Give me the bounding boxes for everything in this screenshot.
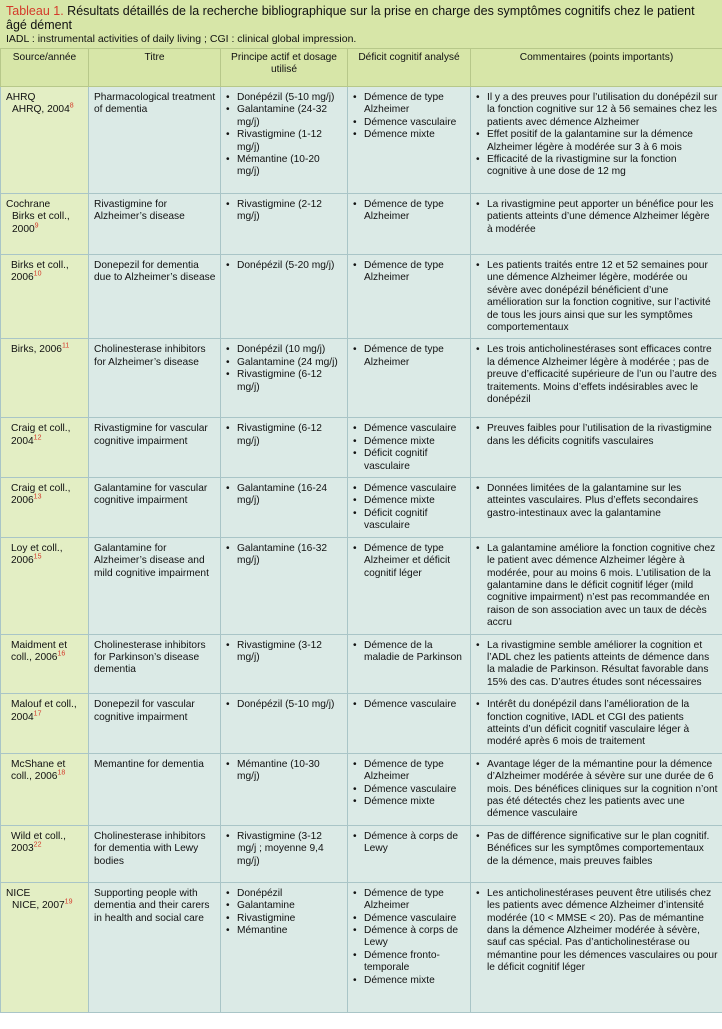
source-cell bbox=[1, 339, 89, 418]
deficit-item: • Démence de type Alzheimer bbox=[353, 759, 466, 784]
deficit-cell-list bbox=[353, 344, 466, 369]
source-text: Maidment et coll., 2006 bbox=[11, 639, 68, 663]
comment-cell bbox=[471, 882, 722, 1012]
deficit-cell-list bbox=[353, 759, 466, 809]
source-text: Birks, 2006 bbox=[11, 344, 62, 356]
drug-cell bbox=[221, 87, 348, 194]
reference-number: 22 bbox=[33, 841, 42, 849]
deficit-item: • Démence vasculaire bbox=[353, 423, 466, 435]
comment-item: • La galantamine améliore la fonction cognitive chez le patient avec démence Alzheimer légère à modérée, pour au moins 6 mois. L’utilisation de la galantamine dans le déficit cognitif léger (mild cognitive impairment) n’est pas recommandée en raison de son association avec un taux de décès accru bbox=[476, 543, 718, 630]
deficit-item: • Démence à corps de Lewy bbox=[353, 831, 466, 856]
title-cell: Pharmacological treatment of dementia bbox=[89, 87, 221, 194]
source-cell bbox=[1, 694, 89, 754]
caption-title-line bbox=[6, 4, 716, 32]
deficit-cell bbox=[348, 825, 471, 882]
table-header-row bbox=[1, 49, 722, 87]
deficit-cell bbox=[348, 882, 471, 1012]
drug-cell-list bbox=[226, 260, 343, 272]
drug-cell-list bbox=[226, 344, 343, 394]
source-cell bbox=[1, 634, 89, 694]
comment-item: • Les trois anticholinestérases sont efficaces contre la démence Alzheimer légère à modérée ; pas de preuve d’efficacité supérieure de l’un ou l’autre des traitements. Moins d’effets indésirables avec le donépézil bbox=[476, 344, 718, 406]
deficit-item: • Démence mixte bbox=[353, 495, 466, 507]
source-cell bbox=[1, 87, 89, 194]
source-group: Cochrane bbox=[6, 199, 51, 210]
source-citation bbox=[6, 211, 84, 236]
title-cell: Rivastigmine for Alzheimer’s disease bbox=[89, 194, 221, 255]
deficit-cell-list bbox=[353, 888, 466, 987]
comment-cell-list bbox=[476, 888, 718, 975]
deficit-item: • Démence mixte bbox=[353, 129, 466, 141]
source-citation bbox=[11, 483, 70, 506]
source-text: Craig et coll., 2004 bbox=[11, 423, 71, 447]
deficit-cell bbox=[348, 753, 471, 825]
reference-number: 9 bbox=[34, 222, 39, 230]
drug-cell-list bbox=[226, 888, 343, 938]
comment-item: • La rivastigmine peut apporter un bénéfice pour les patients atteints d’une démence Alzheimer légère à modérée bbox=[476, 199, 718, 236]
drug-cell-list bbox=[226, 543, 343, 568]
title-cell: Galantamine for Alzheimer’s disease and mild cognitive impairment bbox=[89, 537, 221, 634]
header-deficit: Déficit cognitif analysé bbox=[348, 49, 471, 87]
comment-cell bbox=[471, 634, 722, 694]
drug-cell-list bbox=[226, 640, 343, 665]
drug-item: • Donépézil (10 mg/j) bbox=[226, 344, 343, 356]
drug-item: • Mémantine (10-20 mg/j) bbox=[226, 154, 343, 179]
source-cell bbox=[1, 418, 89, 478]
drug-cell bbox=[221, 418, 348, 478]
deficit-cell-list bbox=[353, 423, 466, 473]
drug-cell bbox=[221, 882, 348, 1012]
table-row bbox=[1, 418, 722, 478]
table-row bbox=[1, 694, 722, 754]
title-cell: Donepezil for vascular cognitive impairment bbox=[89, 694, 221, 754]
drug-item: • Donépézil bbox=[226, 888, 343, 900]
title-cell: Cholinesterase inhibitors for Parkinson’s disease dementia bbox=[89, 634, 221, 694]
table-row bbox=[1, 255, 722, 339]
source-citation bbox=[11, 831, 66, 854]
drug-cell bbox=[221, 339, 348, 418]
comment-cell-list bbox=[476, 423, 718, 448]
comment-cell-list bbox=[476, 543, 718, 630]
source-citation bbox=[11, 759, 65, 782]
deficit-item: • Démence de type Alzheimer et déficit cognitif léger bbox=[353, 543, 466, 580]
deficit-item: • Déficit cognitif vasculaire bbox=[353, 448, 466, 473]
deficit-cell bbox=[348, 418, 471, 478]
drug-cell bbox=[221, 194, 348, 255]
header-comments: Commentaires (points importants) bbox=[471, 49, 722, 87]
drug-item: • Rivastigmine (1-12 mg/j) bbox=[226, 129, 343, 154]
reference-number: 13 bbox=[33, 494, 42, 502]
comment-item: • Les patients traités entre 12 et 52 semaines pour une démence Alzheimer légère, modérée ou sévère avec donépézil bénéficient d’une amélioration sur la fonction cognitive, sur l’activité de tous les jours ainsi que sur les symptômes comportementaux bbox=[476, 260, 718, 334]
source-text: McShane et coll., 2006 bbox=[11, 758, 66, 783]
reference-number: 17 bbox=[33, 710, 42, 718]
deficit-item: • Démence mixte bbox=[353, 975, 466, 987]
table-row bbox=[1, 753, 722, 825]
deficit-item: • Démence fronto-temporale bbox=[353, 950, 466, 975]
deficit-item: • Démence mixte bbox=[353, 436, 466, 448]
comment-cell bbox=[471, 478, 722, 538]
drug-cell-list bbox=[226, 699, 343, 711]
drug-cell-list bbox=[226, 423, 343, 448]
source-text: Birks et coll., 2006 bbox=[11, 260, 69, 284]
source-text: Craig et coll., 2006 bbox=[11, 483, 71, 507]
header-source: Source/année bbox=[1, 49, 89, 87]
title-cell: Cholinesterase inhibitors for dementia with Lewy bodies bbox=[89, 825, 221, 882]
comment-cell-list bbox=[476, 759, 718, 821]
source-citation bbox=[11, 640, 67, 663]
source-group: AHRQ bbox=[6, 92, 36, 103]
comment-cell bbox=[471, 694, 722, 754]
comment-item: • La rivastigmine semble améliorer la cognition et l’ADL chez les patients atteints de démence dans la maladie de Parkinson. Résultat favorable dans 15% des cas. D’autres études sont nécessaires bbox=[476, 640, 718, 690]
drug-cell-list bbox=[226, 483, 343, 508]
source-citation bbox=[6, 900, 84, 912]
deficit-item: • Démence vasculaire bbox=[353, 117, 466, 129]
table-row bbox=[1, 478, 722, 538]
table-number: Tableau 1. bbox=[6, 4, 64, 18]
drug-item: • Rivastigmine (3-12 mg/j ; moyenne 9,4 mg/j) bbox=[226, 831, 343, 868]
comment-cell bbox=[471, 87, 722, 194]
comment-cell-list bbox=[476, 344, 718, 406]
table-row bbox=[1, 634, 722, 694]
deficit-cell bbox=[348, 194, 471, 255]
source-text: Loy et coll., 2006 bbox=[11, 542, 63, 567]
deficit-cell-list bbox=[353, 543, 466, 580]
comment-item: • Efficacité de la rivastigmine sur la fonction cognitive à une dose de 12 mg bbox=[476, 154, 718, 179]
drug-cell bbox=[221, 255, 348, 339]
table-abbreviation-note: IADL : instrumental activities of daily living ; CGI : clinical global impression. bbox=[6, 33, 357, 45]
deficit-item: • Démence de la maladie de Parkinson bbox=[353, 640, 466, 665]
source-text: AHRQ, 2004 bbox=[12, 104, 70, 116]
comment-item: • Données limitées de la galantamine sur les atteintes vasculaires. Plus d’effets secondaires gastro-intestinaux avec la galantamine bbox=[476, 483, 718, 520]
deficit-item: • Démence mixte bbox=[353, 796, 466, 808]
deficit-item: • Démence de type Alzheimer bbox=[353, 888, 466, 913]
drug-item: • Donépézil (5-10 mg/j) bbox=[226, 92, 343, 104]
deficit-item: • Démence vasculaire bbox=[353, 699, 466, 711]
comment-cell-list bbox=[476, 260, 718, 334]
source-citation bbox=[6, 104, 84, 116]
drug-item: • Galantamine (24-32 mg/j) bbox=[226, 104, 343, 129]
source-citation bbox=[11, 260, 69, 283]
source-cell bbox=[1, 255, 89, 339]
reference-number: 10 bbox=[33, 271, 42, 279]
deficit-cell bbox=[348, 478, 471, 538]
source-cell bbox=[1, 478, 89, 538]
source-text: NICE, 2007 bbox=[12, 900, 65, 912]
deficit-item: • Démence vasculaire bbox=[353, 913, 466, 925]
source-citation bbox=[11, 423, 70, 446]
drug-item: • Galantamine bbox=[226, 900, 343, 912]
deficit-item: • Démence de type Alzheimer bbox=[353, 260, 466, 285]
drug-item: • Donépézil (5-10 mg/j) bbox=[226, 699, 343, 711]
table-caption bbox=[0, 0, 722, 48]
comment-item: • Il y a des preuves pour l’utilisation du donépézil sur la fonction cognitive sur 12 à 56 semaines chez les patients avec démence Alzheimer bbox=[476, 92, 718, 129]
source-citation bbox=[11, 699, 77, 722]
drug-cell bbox=[221, 537, 348, 634]
source-text: Birks et coll., 2000 bbox=[12, 211, 70, 235]
deficit-cell-list bbox=[353, 699, 466, 711]
comment-item: • Pas de différence significative sur le plan cognitif. Bénéfices sur les symptômes comportementaux de la démence, mais preuves faibles bbox=[476, 831, 718, 868]
results-table bbox=[0, 48, 722, 1013]
drug-cell-list bbox=[226, 199, 343, 224]
drug-cell-list bbox=[226, 92, 343, 179]
title-cell: Supporting people with dementia and their carers in health and social care bbox=[89, 882, 221, 1012]
comment-cell bbox=[471, 194, 722, 255]
source-cell bbox=[1, 825, 89, 882]
deficit-cell bbox=[348, 694, 471, 754]
drug-item: • Mémantine bbox=[226, 925, 343, 937]
drug-cell bbox=[221, 478, 348, 538]
title-cell: Rivastigmine for vascular cognitive impairment bbox=[89, 418, 221, 478]
deficit-cell-list bbox=[353, 199, 466, 224]
deficit-item: • Déficit cognitif vasculaire bbox=[353, 508, 466, 533]
comment-cell bbox=[471, 753, 722, 825]
drug-cell bbox=[221, 634, 348, 694]
table-row bbox=[1, 87, 722, 194]
deficit-cell bbox=[348, 255, 471, 339]
comment-cell bbox=[471, 339, 722, 418]
comment-item: • Intérêt du donépézil dans l’amélioration de la fonction cognitive, IADL et CGI des patients atteints d’un déficit cognitif vasculaire léger à modéré après 6 mois de traitement bbox=[476, 699, 718, 749]
comment-cell-list bbox=[476, 831, 718, 868]
comment-cell-list bbox=[476, 640, 718, 690]
table-row bbox=[1, 194, 722, 255]
header-drug: Principe actif et dosage utilisé bbox=[221, 49, 348, 87]
comment-cell bbox=[471, 418, 722, 478]
drug-cell bbox=[221, 825, 348, 882]
drug-item: • Galantamine (16-24 mg/j) bbox=[226, 483, 343, 508]
source-cell bbox=[1, 882, 89, 1012]
deficit-cell-list bbox=[353, 831, 466, 856]
deficit-item: • Démence vasculaire bbox=[353, 483, 466, 495]
drug-item: • Rivastigmine bbox=[226, 913, 343, 925]
deficit-item: • Démence de type Alzheimer bbox=[353, 92, 466, 117]
source-group: NICE bbox=[6, 887, 31, 899]
drug-cell bbox=[221, 753, 348, 825]
drug-item: • Rivastigmine (6-12 mg/j) bbox=[226, 369, 343, 394]
comment-cell bbox=[471, 537, 722, 634]
comment-cell bbox=[471, 825, 722, 882]
drug-item: • Rivastigmine (6-12 mg/j) bbox=[226, 423, 343, 448]
reference-number: 16 bbox=[57, 650, 66, 658]
comment-cell-list bbox=[476, 92, 718, 179]
comment-cell bbox=[471, 255, 722, 339]
deficit-cell-list bbox=[353, 640, 466, 665]
deficit-cell bbox=[348, 537, 471, 634]
reference-number: 15 bbox=[33, 553, 42, 561]
table-row bbox=[1, 339, 722, 418]
deficit-item: • Démence vasculaire bbox=[353, 784, 466, 796]
comment-cell-list bbox=[476, 199, 718, 236]
table-title: Résultats détaillés de la recherche bibliographique sur la prise en charge des symptômes cognitifs chez le patient âgé dément bbox=[6, 4, 695, 32]
deficit-cell-list bbox=[353, 483, 466, 533]
title-cell: Donepezil for dementia due to Alzheimer’s disease bbox=[89, 255, 221, 339]
table-row bbox=[1, 825, 722, 882]
drug-item: • Galantamine (16-32 mg/j) bbox=[226, 543, 343, 568]
reference-number: 8 bbox=[69, 103, 74, 111]
deficit-cell-list bbox=[353, 92, 466, 142]
reference-number: 18 bbox=[57, 769, 66, 777]
source-cell bbox=[1, 753, 89, 825]
drug-item: • Galantamine (24 mg/j) bbox=[226, 357, 343, 369]
deficit-item: • Démence à corps de Lewy bbox=[353, 925, 466, 950]
source-citation bbox=[11, 543, 63, 566]
table-row bbox=[1, 537, 722, 634]
deficit-cell bbox=[348, 339, 471, 418]
source-text: Wild et coll., 2003 bbox=[11, 830, 66, 855]
table-row bbox=[1, 882, 722, 1012]
deficit-cell bbox=[348, 634, 471, 694]
reference-number: 11 bbox=[61, 343, 70, 351]
comment-item: • Avantage léger de la mémantine pour la démence d’Alzheimer modérée à sévère sur une durée de 6 mois. Des bénéfices cliniques sur la cognition n’ont pas été détectés chez les patients avec une démence vasculaire bbox=[476, 759, 718, 821]
source-citation bbox=[11, 344, 69, 355]
table-body bbox=[1, 87, 722, 1013]
source-cell bbox=[1, 194, 89, 255]
comment-item: • Effet positif de la galantamine sur la démence Alzheimer légère à modérée sur 3 à 6 mois bbox=[476, 129, 718, 154]
deficit-cell bbox=[348, 87, 471, 194]
comment-cell-list bbox=[476, 699, 718, 749]
drug-item: • Rivastigmine (2-12 mg/j) bbox=[226, 199, 343, 224]
deficit-item: • Démence de type Alzheimer bbox=[353, 344, 466, 369]
reference-number: 19 bbox=[64, 898, 73, 906]
drug-item: • Donépézil (5-20 mg/j) bbox=[226, 260, 343, 272]
header-title: Titre bbox=[89, 49, 221, 87]
title-cell: Galantamine for vascular cognitive impairment bbox=[89, 478, 221, 538]
drug-item: • Mémantine (10-30 mg/j) bbox=[226, 759, 343, 784]
title-cell: Memantine for dementia bbox=[89, 753, 221, 825]
reference-number: 12 bbox=[33, 434, 42, 442]
comment-cell-list bbox=[476, 483, 718, 520]
title-cell: Cholinesterase inhibitors for Alzheimer’s disease bbox=[89, 339, 221, 418]
drug-cell-list bbox=[226, 759, 343, 784]
drug-item: • Rivastigmine (3-12 mg/j) bbox=[226, 640, 343, 665]
source-text: Malouf et coll., 2004 bbox=[11, 699, 77, 723]
drug-cell-list bbox=[226, 831, 343, 868]
source-cell bbox=[1, 537, 89, 634]
comment-item: • Preuves faibles pour l’utilisation de la rivastigmine dans les déficits cognitifs vasculaires bbox=[476, 423, 718, 448]
deficit-cell-list bbox=[353, 260, 466, 285]
deficit-item: • Démence de type Alzheimer bbox=[353, 199, 466, 224]
drug-cell bbox=[221, 694, 348, 754]
comment-item: • Les anticholinestérases peuvent être utilisés chez les patients avec démence Alzheimer d’intensité modérée (10 < MMSE < 20). Pas de mémantine dans la démence Alzheimer modérée à sévère, sauf cas spécial. Pas d’anticholinestérase ou mémantine pour les démences vasculaires ou pour le déficit cognitif léger bbox=[476, 888, 718, 975]
